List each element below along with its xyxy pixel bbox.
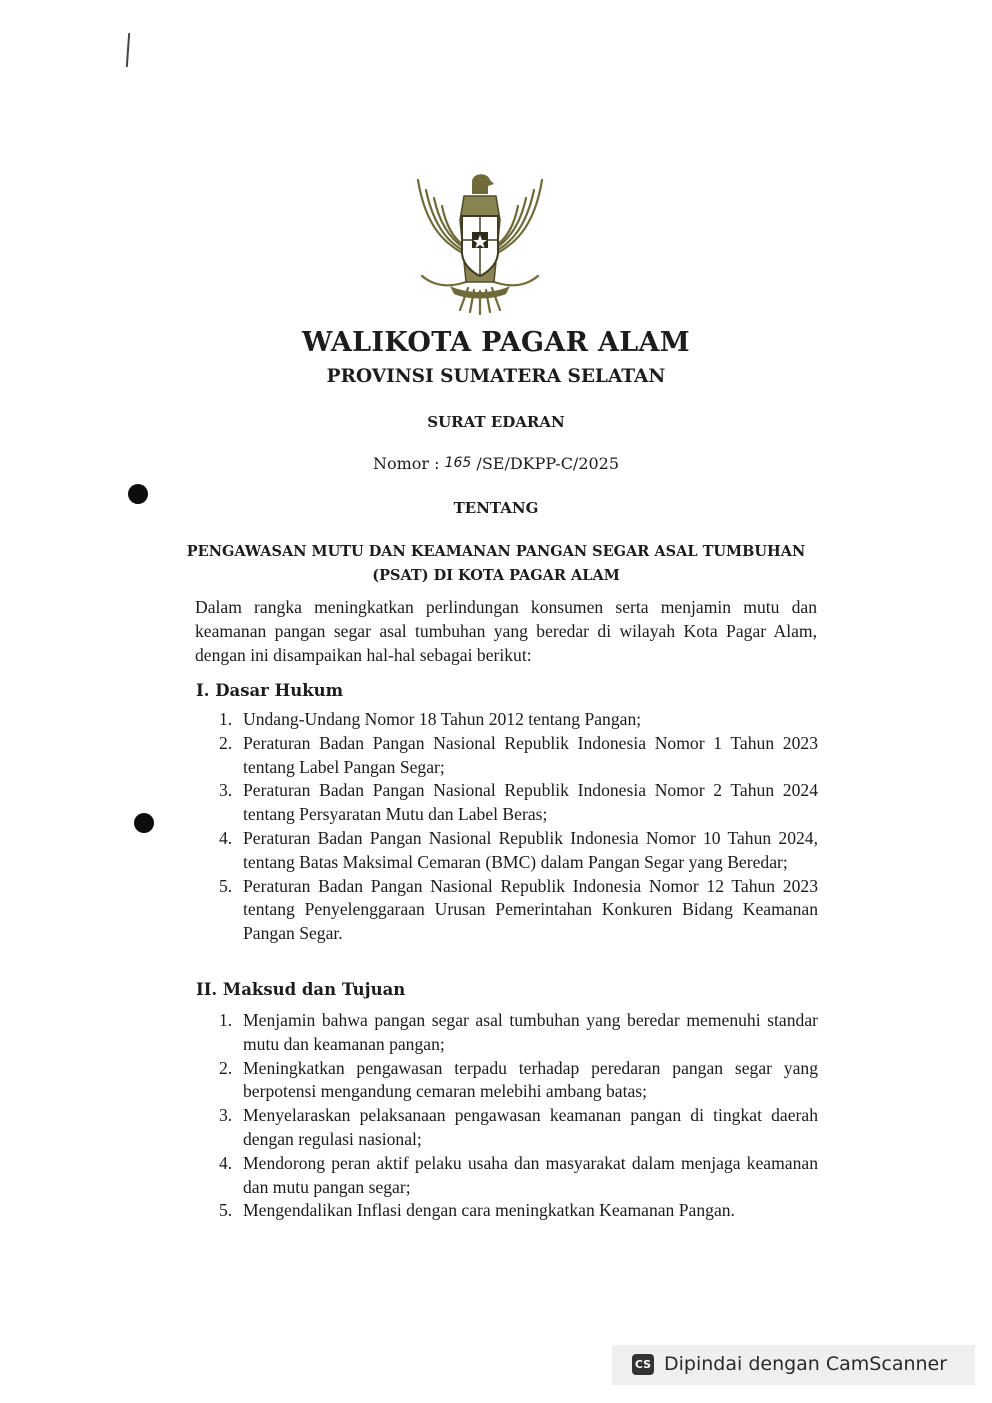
subject [0, 540, 992, 588]
watermark-text: Dipindai dengan CamScanner [664, 1353, 948, 1375]
about-label: TENTANG [453, 499, 539, 517]
number-label: Nomor : [372, 454, 440, 473]
scanner-watermark [612, 1345, 975, 1385]
subject-line: PENGAWASAN MUTU DAN KEAMANAN PANGAN SEGAR ASAL TUMBUHAN [186, 543, 806, 560]
subject-line: (PSAT) DI KOTA PAGAR ALAM [372, 567, 620, 584]
camscanner-logo-icon: CS [632, 1354, 654, 1375]
list-item: 2. Meningkatkan pengawasan terpadu terhadap peredaran pangan segar yang berpotensi mengandung cemaran melebihi ambang batas; [219, 1057, 818, 1102]
list-item: 4. Peraturan Badan Pangan Nasional Republik Indonesia Nomor 10 Tahun 2024, tentang Batas Maksimal Cemaran (BMC) dalam Pangan Segar yang Beredar; [219, 827, 818, 872]
list-item: 3. Peraturan Badan Pangan Nasional Republik Indonesia Nomor 2 Tahun 2024 tentang Persyaratan Mutu dan Label Beras; [219, 780, 818, 825]
list-item: 2. Peraturan Badan Pangan Nasional Republik Indonesia Nomor 1 Tahun 2023 tentang Label Pangan Segar; [219, 732, 818, 777]
document-number [0, 454, 992, 473]
intro-paragraph: Dalam rangka meningkatkan perlindungan konsumen serta menjamin mutu dan keamanan pangan segar asal tumbuhan yang beredar di wilayah Kota Pagar Alam, dengan ini disampaikan hal-hal sebagai berikut: [195, 597, 817, 665]
section-heading: II. Maksud dan Tujuan [196, 980, 406, 999]
pen-stroke-mark [126, 33, 130, 67]
handwritten-number: 165 [444, 455, 472, 471]
list-item: 4. Mendorong peran aktif pelaku usaha dan masyarakat dalam menjaga keamanan dan mutu pangan segar; [219, 1152, 818, 1197]
province-name: PROVINSI SUMATERA SELATAN [326, 366, 666, 387]
list-item: 5. Mengendalikan Inflasi dengan cara meningkatkan Keamanan Pangan. [219, 1200, 735, 1221]
list-item: 3. Menyelaraskan pelaksanaan pengawasan keamanan pangan di tingkat daerah dengan regulasi nasional; [219, 1105, 818, 1149]
list-item: 5. Peraturan Badan Pangan Nasional Republik Indonesia Nomor 12 Tahun 2023 tentang Penyelenggaraan Urusan Pemerintahan Konkuren Bidang Keamanan Pangan Segar. [219, 875, 818, 944]
purpose-list [214, 1009, 818, 1223]
section-heading: I. Dasar Hukum [196, 681, 344, 700]
list-item: 1. Menjamin bahwa pangan segar asal tumbuhan yang beredar memenuhi standar mutu dan keamanan pangan; [219, 1010, 818, 1054]
garuda-emblem-icon [408, 160, 552, 316]
document-type: SURAT EDARAN [427, 413, 565, 431]
list-item: 1. Undang-Undang Nomor 18 Tahun 2012 tentang Pangan; [219, 709, 642, 729]
legal-basis-list [214, 708, 818, 946]
issuer-title: WALIKOTA PAGAR ALAM [302, 327, 690, 358]
number-suffix: /SE/DKPP-C/2025 [476, 454, 620, 473]
punch-hole [134, 813, 154, 833]
